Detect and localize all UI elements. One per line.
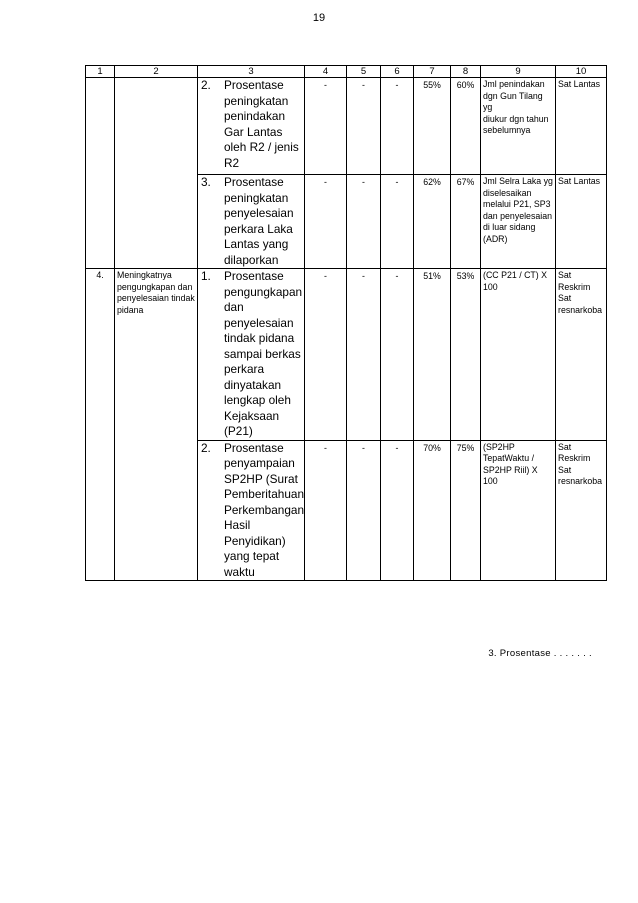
target-col7-cell: 55% — [414, 78, 451, 175]
indicator-cell — [198, 78, 305, 175]
col5-cell: - — [347, 440, 381, 581]
col4-cell: - — [305, 269, 347, 441]
header-col-3: 3 — [198, 66, 305, 78]
header-col-5: 5 — [347, 66, 381, 78]
header-col-7: 7 — [414, 66, 451, 78]
unit-cell: Sat Reskrim Sat resnarkoba — [556, 440, 607, 581]
target-col7-cell: 62% — [414, 175, 451, 269]
unit-cell: Sat Reskrim Sat resnarkoba — [556, 269, 607, 441]
goal-cell — [115, 78, 198, 269]
col4-cell: - — [305, 175, 347, 269]
formula-cell: (SP2HP TepatWaktu / SP2HP Riil) X 100 — [481, 440, 556, 581]
formula-cell: (CC P21 / CT) X 100 — [481, 269, 556, 441]
col5-cell: - — [347, 78, 381, 175]
row-number-cell — [86, 78, 115, 269]
indicator-table — [85, 65, 607, 581]
target-col7-cell: 70% — [414, 440, 451, 581]
header-col-1: 1 — [86, 66, 115, 78]
indicator-number: 3. — [201, 175, 211, 189]
indicator-text: Prosentase peningkatan penyelesaian perkara Laka Lantas yang dilaporkan — [224, 175, 294, 267]
indicator-text: Prosentase penyampaian SP2HP (Surat Pemberitahuan Perkembangan Hasil Penyidikan) yang tepat waktu — [224, 440, 305, 579]
indicator-number: 1. — [201, 269, 211, 283]
row-number-cell: 4. — [86, 269, 115, 581]
col6-cell: - — [381, 440, 414, 581]
formula-cell: Jml Selra Laka yg diselesaikan melalui P21, SP3 dan penyelesaian di luar sidang (ADR) — [481, 175, 556, 269]
col4-cell: - — [305, 78, 347, 175]
col5-cell: - — [347, 269, 381, 441]
target-col8-cell: 75% — [451, 440, 481, 581]
header-col-2: 2 — [115, 66, 198, 78]
target-col8-cell: 53% — [451, 269, 481, 441]
col4-cell: - — [305, 440, 347, 581]
indicator-cell — [198, 175, 305, 269]
header-row — [86, 66, 607, 78]
target-col7-cell: 51% — [414, 269, 451, 441]
table-row — [86, 269, 607, 441]
goal-cell: Meningkatnya pengungkapan dan penyelesaian tindak pidana — [115, 269, 198, 581]
indicator-text: Prosentase pengungkapan dan penyelesaian tindak pidana sampai berkas perkara dinyatakan lengkap oleh Kejaksaan (P21) — [224, 269, 303, 438]
target-col8-cell: 60% — [451, 78, 481, 175]
col5-cell: - — [347, 175, 381, 269]
table-row — [86, 78, 607, 175]
col6-cell: - — [381, 175, 414, 269]
header-col-4: 4 — [305, 66, 347, 78]
indicator-text: Prosentase peningkatan penindakan Gar Lantas oleh R2 / jenis R2 — [224, 78, 299, 170]
indicator-cell — [198, 269, 305, 441]
col6-cell: - — [381, 78, 414, 175]
unit-cell: Sat Lantas — [556, 78, 607, 175]
page-number: 19 — [312, 12, 326, 24]
indicator-number: 2. — [201, 440, 211, 455]
header-col-8: 8 — [451, 66, 481, 78]
unit-cell: Sat Lantas — [556, 175, 607, 269]
header-col-10: 10 — [556, 66, 607, 78]
indicator-cell — [198, 440, 305, 581]
formula-cell: Jml penindakan dgn Gun Tilang yg diukur dgn tahun sebelumnya — [481, 78, 556, 175]
continuation-note: 3. Prosentase . . . . . . . — [488, 648, 592, 659]
col6-cell: - — [381, 269, 414, 441]
indicator-number: 2. — [201, 78, 211, 92]
header-col-9: 9 — [481, 66, 556, 78]
target-col8-cell: 67% — [451, 175, 481, 269]
header-col-6: 6 — [381, 66, 414, 78]
